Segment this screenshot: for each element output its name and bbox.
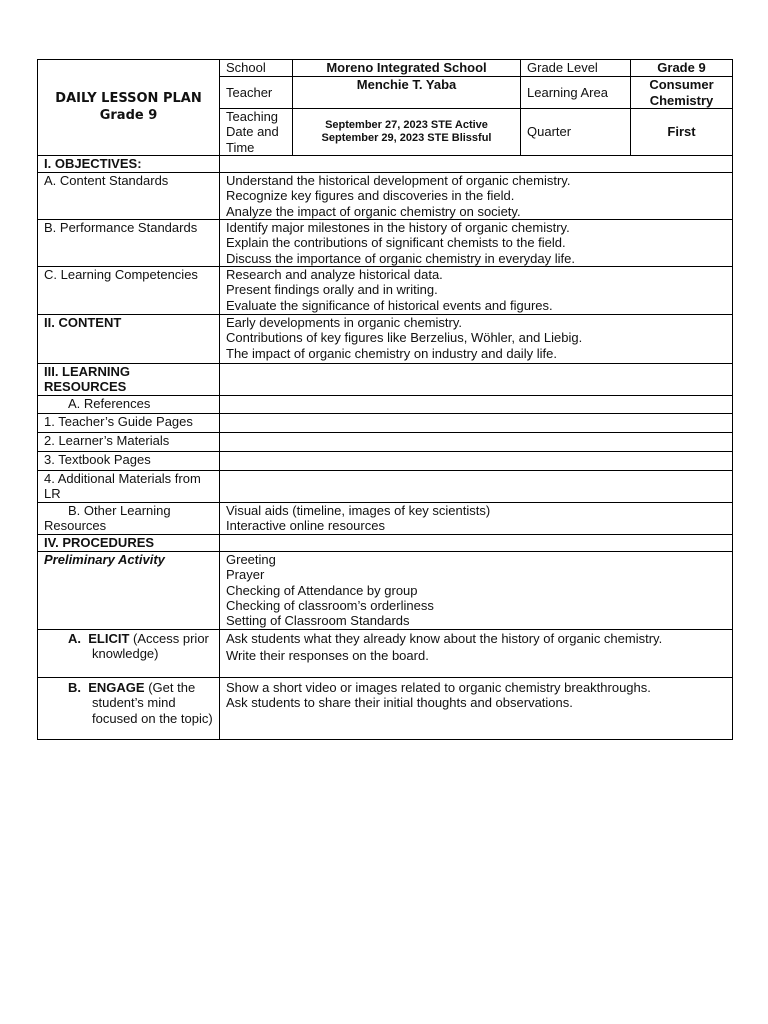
references-row <box>38 396 733 414</box>
references-label: A. References <box>38 396 220 414</box>
other-resources-row <box>38 503 733 535</box>
preliminary-activity-text <box>220 552 733 630</box>
objectives-heading-row <box>38 156 733 173</box>
engage-row <box>38 678 733 740</box>
procedures-heading: IV. PROCEDURES <box>38 535 220 552</box>
text-line: Write their responses on the board. <box>226 647 429 663</box>
grade-level-value: Grade 9 <box>631 60 733 77</box>
teachers-guide-label: 1. Teacher’s Guide Pages <box>38 414 220 433</box>
text-line: Discuss the importance of organic chemistry in everyday life. <box>226 250 575 266</box>
text-line: Greeting <box>226 552 276 567</box>
empty-cell <box>220 535 733 552</box>
elicit-letter: A. <box>68 631 81 646</box>
other-resources-text <box>220 503 733 535</box>
text-line: Early developments in organic chemistry. <box>226 315 463 330</box>
text-line: Visual aids (timeline, images of key scientists) <box>226 503 491 518</box>
text-line: Ask students to share their initial thoughts and observations. <box>226 695 573 711</box>
engage-text <box>220 678 733 740</box>
learning-resources-heading: III. LEARNING RESOURCES <box>38 364 220 396</box>
learning-competencies-text <box>220 267 733 315</box>
text-line: Ask students what they already know about the history of organic chemistry. <box>226 631 663 646</box>
text-line: Evaluate the significance of historical events and figures. <box>226 297 553 313</box>
content-heading: II. CONTENT <box>38 315 220 364</box>
content-text <box>220 315 733 364</box>
additional-materials-row <box>38 471 733 503</box>
teachers-guide-row <box>38 414 733 433</box>
title-line-1: DAILY LESSON PLAN <box>55 91 202 107</box>
learning-area-label: Learning Area <box>521 77 631 109</box>
text-line: The impact of organic chemistry on industry and daily life. <box>226 345 557 361</box>
other-resources-label <box>38 503 220 535</box>
performance-standards-row <box>38 220 733 267</box>
engage-title: ENGAGE <box>88 680 145 695</box>
school-value: Moreno Integrated School <box>293 60 521 77</box>
engage-description: (Get the student’s mind focused on the topic) <box>92 680 213 726</box>
content-row <box>38 315 733 364</box>
text-line: Understand the historical development of organic chemistry. <box>226 173 571 188</box>
school-label: School <box>220 60 293 77</box>
text-line: Contributions of key figures like Berzelius, Wöhler, and Liebig. <box>226 330 583 346</box>
lesson-plan-table <box>37 155 733 740</box>
engage-label <box>38 678 220 740</box>
empty-cell <box>220 433 733 452</box>
text-line: Setting of Classroom Standards <box>226 613 410 629</box>
teacher-value: Menchie T. Yaba <box>293 77 521 109</box>
text-line: Prayer <box>226 567 265 583</box>
empty-cell <box>220 396 733 414</box>
date-line-2: September 29, 2023 STE Blissful <box>321 131 492 144</box>
engage-letter: B. <box>68 680 81 695</box>
preliminary-activity-label: Preliminary Activity <box>38 552 220 630</box>
learners-materials-label: 2. Learner’s Materials <box>38 433 220 452</box>
learners-materials-row <box>38 433 733 452</box>
content-standards-row <box>38 173 733 220</box>
content-standards-text <box>220 173 733 220</box>
quarter-value: First <box>631 109 733 156</box>
elicit-row <box>38 630 733 678</box>
empty-cell <box>220 414 733 433</box>
header-table <box>37 59 733 156</box>
additional-materials-label: 4. Additional Materials from LR <box>38 471 220 503</box>
learning-competencies-row <box>38 267 733 315</box>
text-line: Analyze the impact of organic chemistry on society. <box>226 203 521 219</box>
teaching-date-label: Teaching Date and Time <box>220 109 293 156</box>
quarter-label: Quarter <box>521 109 631 156</box>
other-resources-label-text: B. Other Learning Resources <box>44 503 171 534</box>
empty-cell <box>220 452 733 471</box>
text-line: Research and analyze historical data. <box>226 267 443 282</box>
text-line: Checking of classroom’s orderliness <box>226 597 434 613</box>
empty-cell <box>220 364 733 396</box>
text-line: Present findings orally and in writing. <box>226 282 438 298</box>
elicit-text <box>220 630 733 678</box>
date-line-1: September 27, 2023 STE Active <box>325 118 488 131</box>
content-standards-label: A. Content Standards <box>38 173 220 220</box>
text-line: Interactive online resources <box>226 518 385 534</box>
text-line: Explain the contributions of significant chemists to the field. <box>226 235 566 251</box>
learning-resources-row <box>38 364 733 396</box>
textbook-label: 3. Textbook Pages <box>38 452 220 471</box>
textbook-row <box>38 452 733 471</box>
elicit-title: ELICIT <box>88 631 130 646</box>
text-line: Checking of Attendance by group <box>226 582 418 598</box>
preliminary-activity-row <box>38 552 733 630</box>
procedures-heading-row <box>38 535 733 552</box>
performance-standards-label: B. Performance Standards <box>38 220 220 267</box>
teaching-date-value <box>293 109 521 156</box>
text-line: Show a short video or images related to organic chemistry breakthroughs. <box>226 680 651 695</box>
teacher-label: Teacher <box>220 77 293 109</box>
learning-area-value: Consumer Chemistry <box>631 77 733 109</box>
lesson-plan-title <box>38 60 220 156</box>
elicit-description: (Access prior knowledge) <box>92 631 209 662</box>
text-line: Identify major milestones in the history of organic chemistry. <box>226 220 570 235</box>
text-line: Recognize key figures and discoveries in the field. <box>226 188 515 204</box>
grade-level-label: Grade Level <box>521 60 631 77</box>
performance-standards-text <box>220 220 733 267</box>
empty-cell <box>220 471 733 503</box>
learning-competencies-label: C. Learning Competencies <box>38 267 220 315</box>
objectives-heading: I. OBJECTIVES: <box>38 156 220 173</box>
title-line-2: Grade 9 <box>99 108 158 124</box>
elicit-label <box>38 630 220 678</box>
empty-cell <box>220 156 733 173</box>
